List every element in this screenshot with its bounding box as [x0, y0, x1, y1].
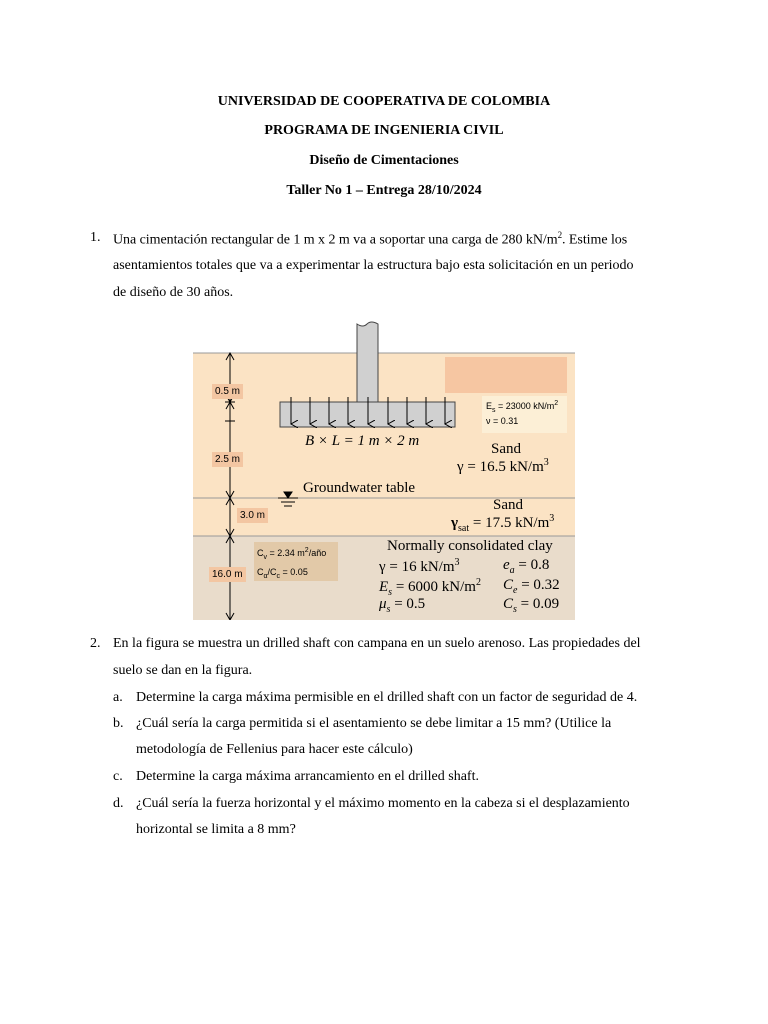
item-a-line-1: Determine la carga máxima permisible en el drilled shaft con un factor de seguridad de 4. [136, 690, 638, 705]
clay-ce: $C_e = 0.32$ [503, 577, 560, 596]
groundwater-label: Groundwater table [303, 480, 416, 496]
column-shape [357, 322, 378, 402]
clay-es: $E_s = 6000$ $kN/m^2$ [379, 577, 481, 598]
clay-consolidation-box [254, 542, 338, 581]
calpha-cc-value: $C_\alpha/C_c = 0.05$ [257, 566, 308, 580]
q1-line1-text: Una cimentación rectangular de 1 m x 2 m va a soportar una carga de 280 kN/m [113, 232, 558, 248]
depth-label-16-0m: 16.0 m [209, 567, 246, 582]
question-2-line-1: En la figura se muestra un drilled shaft con campana en un suelo arenoso. Las propiedades del [113, 636, 641, 651]
item-b-line-1: ¿Cuál sería la carga permitida si el asentamiento se debe limitar a 15 mm? (Utilice la [136, 716, 612, 731]
clay-mu: $\mu_s = 0.5$ [379, 596, 426, 615]
item-d-letter: d. [113, 796, 124, 811]
question-2-number: 2. [90, 636, 101, 651]
question-2-line-2: suelo se dan en la figura. [113, 663, 253, 678]
question-1-line-1 [113, 230, 627, 249]
poisson-value: ν = 0.31 [486, 416, 519, 426]
item-a-letter: a. [113, 690, 123, 705]
clay-gamma: γ = 16 $kN/m^3$ [379, 557, 460, 575]
es-value: $E_s = 23000$ $kN/m^2$ [486, 400, 559, 414]
clay-cs: $C_s = 0.09$ [503, 596, 560, 615]
depth-label-2-5m: 2.5 m [212, 452, 243, 467]
item-d-line-2: horizontal se limita a 8 mm? [136, 822, 296, 837]
item-c-letter: c. [113, 769, 123, 784]
q1-superscript: 2 [557, 230, 563, 240]
sand-1-name: Sand [491, 441, 521, 457]
university-title: UNIVERSIDAD DE COOPERATIVA DE COLOMBIA [217, 94, 551, 109]
item-b-letter: b. [113, 716, 124, 731]
item-d-line-1: ¿Cuál sería la fuerza horizontal y el máximo momento en la cabeza si el desplazamiento [136, 796, 630, 811]
blank-highlight-box [445, 357, 567, 393]
question-1-number: 1. [90, 230, 101, 245]
sand-2-name: Sand [493, 497, 523, 513]
depth-label-0-5m: 0.5 m [212, 384, 243, 399]
clay-name: Normally consolidated clay [387, 538, 553, 554]
program-title: PROGRAMA DE INGENIERIA CIVIL [264, 123, 504, 138]
cv-value: $C_v = 2.34$ $m^2$/año [257, 547, 327, 561]
sand-1-gamma: γ = 16.5 $kN/m^3$ [457, 457, 549, 475]
question-1-line-3: de diseño de 30 años. [113, 285, 234, 300]
depth-label-3-0m: 3.0 m [237, 508, 268, 523]
assignment-title: Taller No 1 – Entrega 28/10/2024 [286, 183, 482, 198]
clay-ea: $e_a = 0.8$ [503, 557, 550, 576]
q1-line1-end: . Estime los [562, 232, 628, 248]
question-1-line-2: asentamientos totales que va a experimentar la estructura bajo esta solicitación en un periodo [113, 258, 634, 273]
sand-2-gamma: $\gamma_{sat} = 17.5$ $kN/m^3$ [451, 513, 555, 534]
footing-dimensions: B × L = 1 m × 2 m [305, 433, 420, 449]
course-title: Diseño de Cimentaciones [309, 153, 459, 168]
foundation-figure [193, 320, 575, 620]
item-c-line-1: Determine la carga máxima arrancamiento en el drilled shaft. [136, 769, 479, 784]
item-b-line-2: metodología de Fellenius para hacer este cálculo) [136, 742, 413, 757]
